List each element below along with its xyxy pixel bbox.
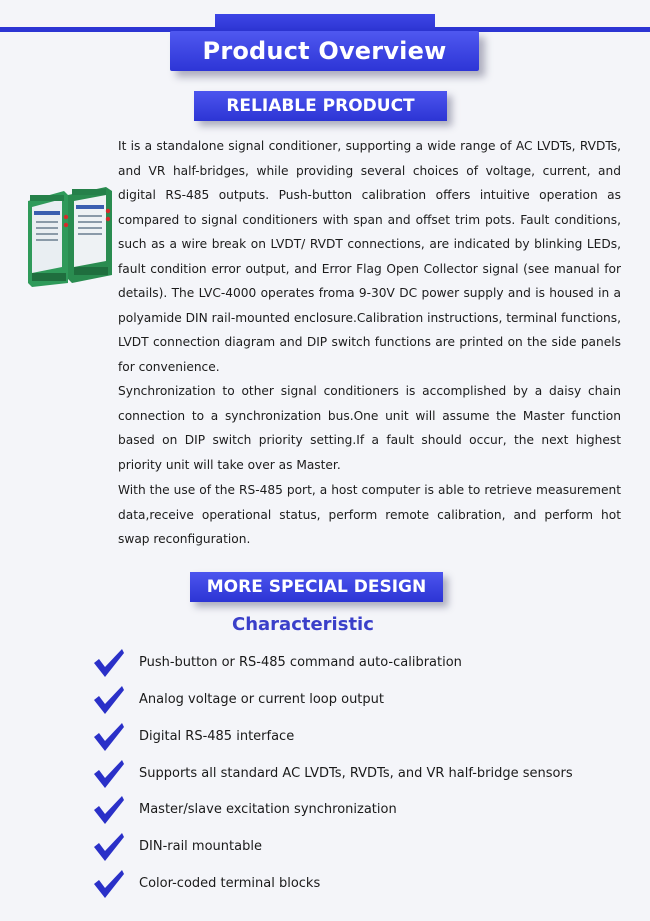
special-design-banner (190, 572, 443, 602)
page-title: Product Overview (202, 37, 447, 65)
feature-item (92, 683, 612, 717)
feature-label: Master/slave excitation synchronization (139, 802, 397, 817)
feature-item (92, 720, 612, 754)
feature-label: Push-button or RS-485 command auto-calibration (139, 655, 462, 670)
checkmark-icon (92, 757, 126, 791)
description-paragraph-1: It is a standalone signal conditioner, supporting a wide range of AC LVDTs, RVDTs, and VR half-bridges, while providing several choices of voltage, current, and digital RS-485 outputs. Push-button calibration offers intuitive operation as compared to signal conditioners with span and offset trim pots. Fault conditions, such as a wire break on LVDT/ RVDT connections, are indicated by blinking LEDs, fault condition error output, and Error Flag Open Collector signal (see manual for details). The LVC-4000 operates froma 9-30V DC power supply and is housed in a polyamide DIN rail-mounted enclosure.Calibration instructions, terminal functions, LVDT connection diagram and DIP switch functions are printed on the side panels for convenience. (118, 139, 621, 374)
checkmark-icon (92, 830, 126, 864)
checkmark-icon (92, 646, 126, 680)
feature-item (92, 867, 612, 901)
feature-label: DIN-rail mountable (139, 839, 262, 854)
reliable-product-banner (194, 91, 447, 121)
checkmark-icon (92, 793, 126, 827)
characteristic-heading: Characteristic (232, 614, 374, 635)
description-paragraph-3: With the use of the RS-485 port, a host computer is able to retrieve measurement data,receive operational status, perform remote calibration, and perform hot swap reconfiguration. (118, 483, 621, 546)
feature-label: Digital RS-485 interface (139, 729, 295, 744)
reliable-product-label: RELIABLE PRODUCT (226, 96, 415, 116)
page-title-box (170, 31, 479, 71)
feature-item (92, 646, 612, 680)
feature-item (92, 793, 612, 827)
signal-conditioner-image (22, 187, 114, 287)
checkmark-icon (92, 720, 126, 754)
feature-label: Supports all standard AC LVDTs, RVDTs, and VR half-bridge sensors (139, 766, 573, 781)
feature-item (92, 830, 612, 864)
feature-label: Analog voltage or current loop output (139, 692, 384, 707)
description-paragraph-2: Synchronization to other signal conditioners is accomplished by a daisy chain connection to a synchronization bus.One unit will assume the Master function based on DIP switch priority setting.If a fault should occur, the next highest priority unit will take over as Master. (118, 384, 621, 472)
checkmark-icon (92, 867, 126, 901)
feature-label: Color-coded terminal blocks (139, 876, 321, 891)
special-design-label: MORE SPECIAL DESIGN (206, 577, 427, 597)
feature-item (92, 757, 612, 791)
checkmark-icon (92, 683, 126, 717)
